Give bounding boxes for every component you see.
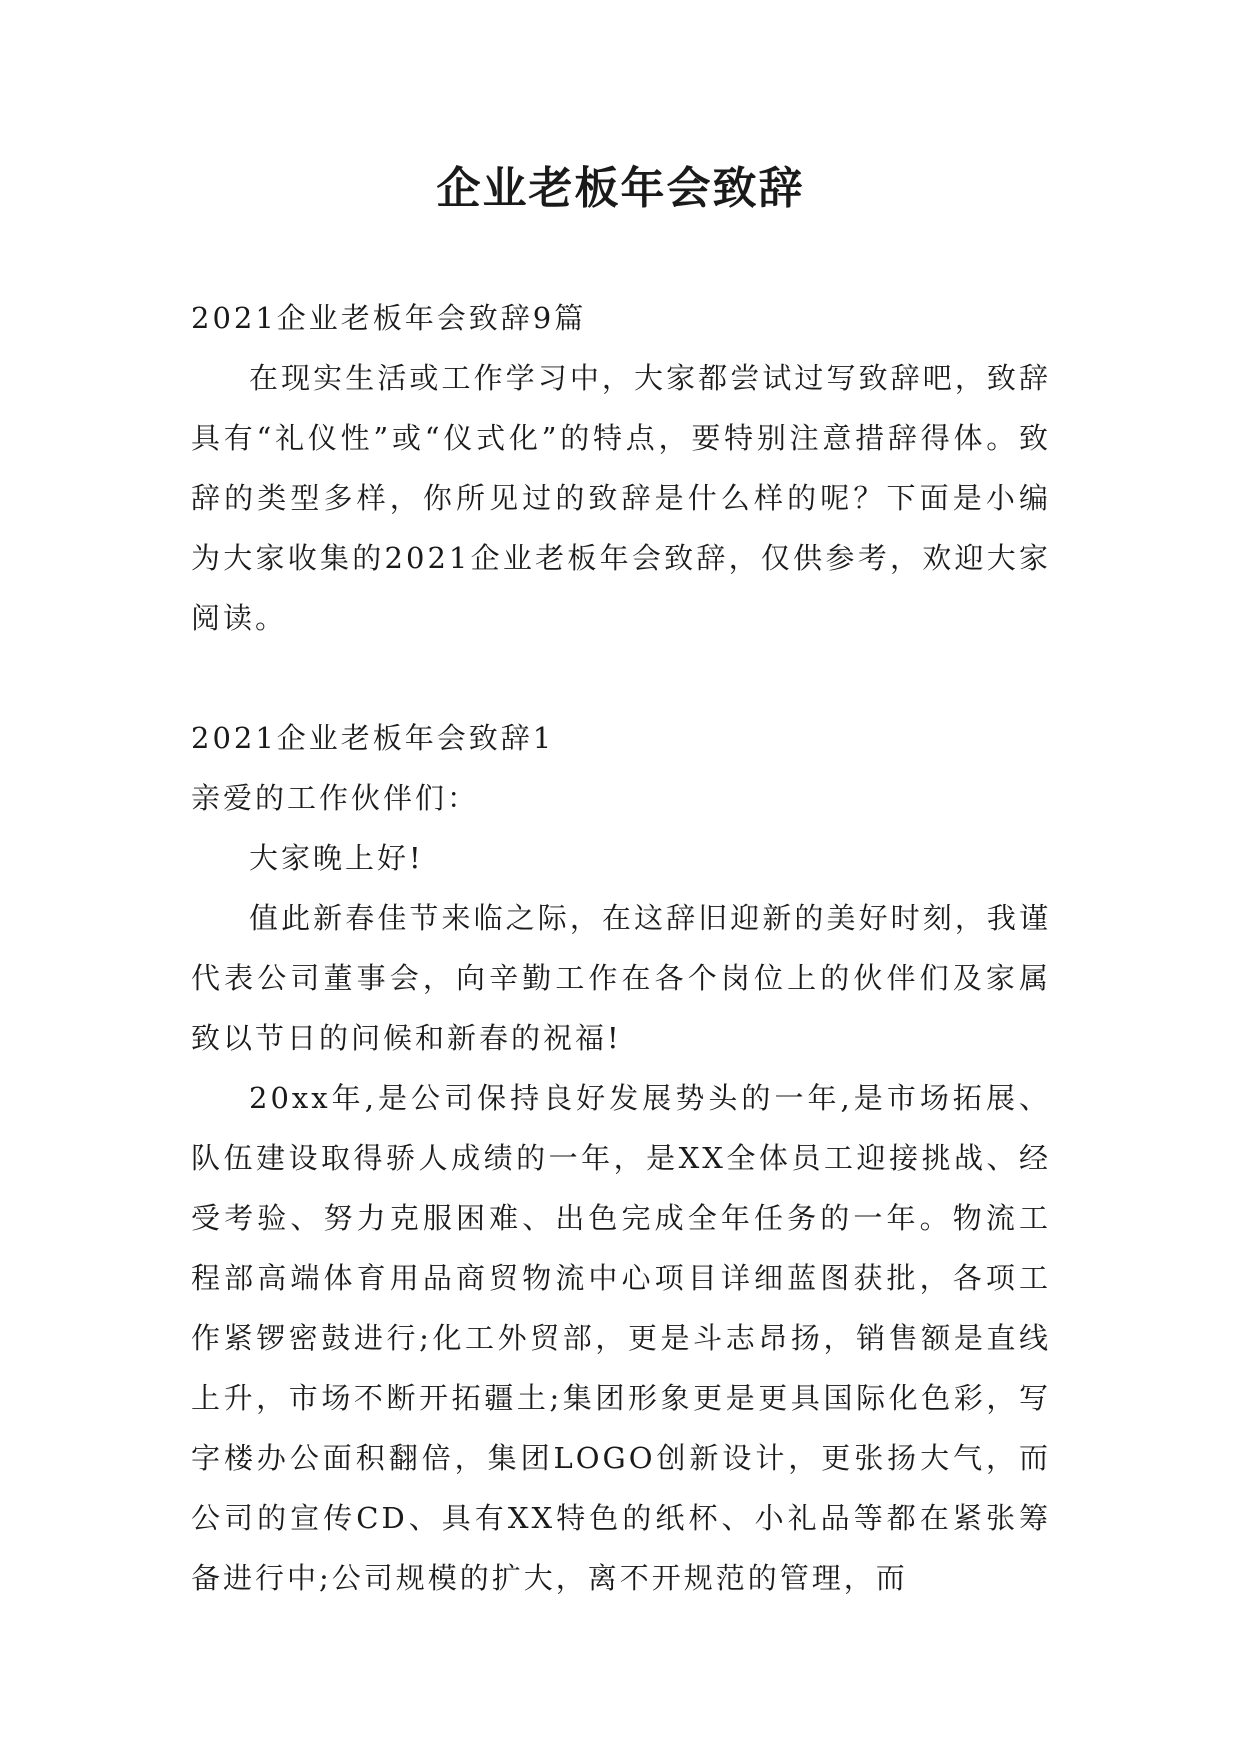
body-paragraph-1: 值此新春佳节来临之际，在这辞旧迎新的美好时刻，我谨代表公司董事会，向辛勤工作在各个岗位上的伙伴们及家属致以节日的问候和新春的祝福! [191,901,1051,1055]
intro-paragraph: 在现实生活或工作学习中，大家都尝试过写致辞吧，致辞具有“礼仪性”或“仪式化”的特点，要特别注意措辞得体。致辞的类型多样，你所见过的致辞是什么样的呢？下面是小编为大家收集的2021企业老板年会致辞，仅供参考，欢迎大家阅读。 [191,361,1051,635]
document-body [191,288,1051,1608]
greeting-line: 大家晚上好! [249,841,424,875]
document-title: 企业老板年会致辞 [436,163,805,214]
salutation-line: 亲爱的工作伙伴们： [191,781,480,815]
section-heading: 2021企业老板年会致辞1 [191,721,555,755]
subtitle-line: 2021企业老板年会致辞9篇 [191,301,587,335]
paragraph-spacer [191,648,1051,708]
body-paragraph-2: 20xx年,是公司保持良好发展势头的一年,是市场拓展、队伍建设取得骄人成绩的一年，是XX全体员工迎接挑战、经受考验、努力克服困难、出色完成全年任务的一年。物流工程部高端体育用品商贸物流中心项目详细蓝图获批，各项工作紧锣密鼓进行;化工外贸部，更是斗志昂扬，销售额是直线上升，市场不断开拓疆土;集团形象更是更具国际化色彩，写字楼办公面积翻倍，集团LOGO创新设计，更张扬大气，而公司的宣传CD、具有XX特色的纸杯、小礼品等都在紧张筹备进行中;公司规模的扩大，离不开规范的管理，而 [191,1081,1051,1595]
